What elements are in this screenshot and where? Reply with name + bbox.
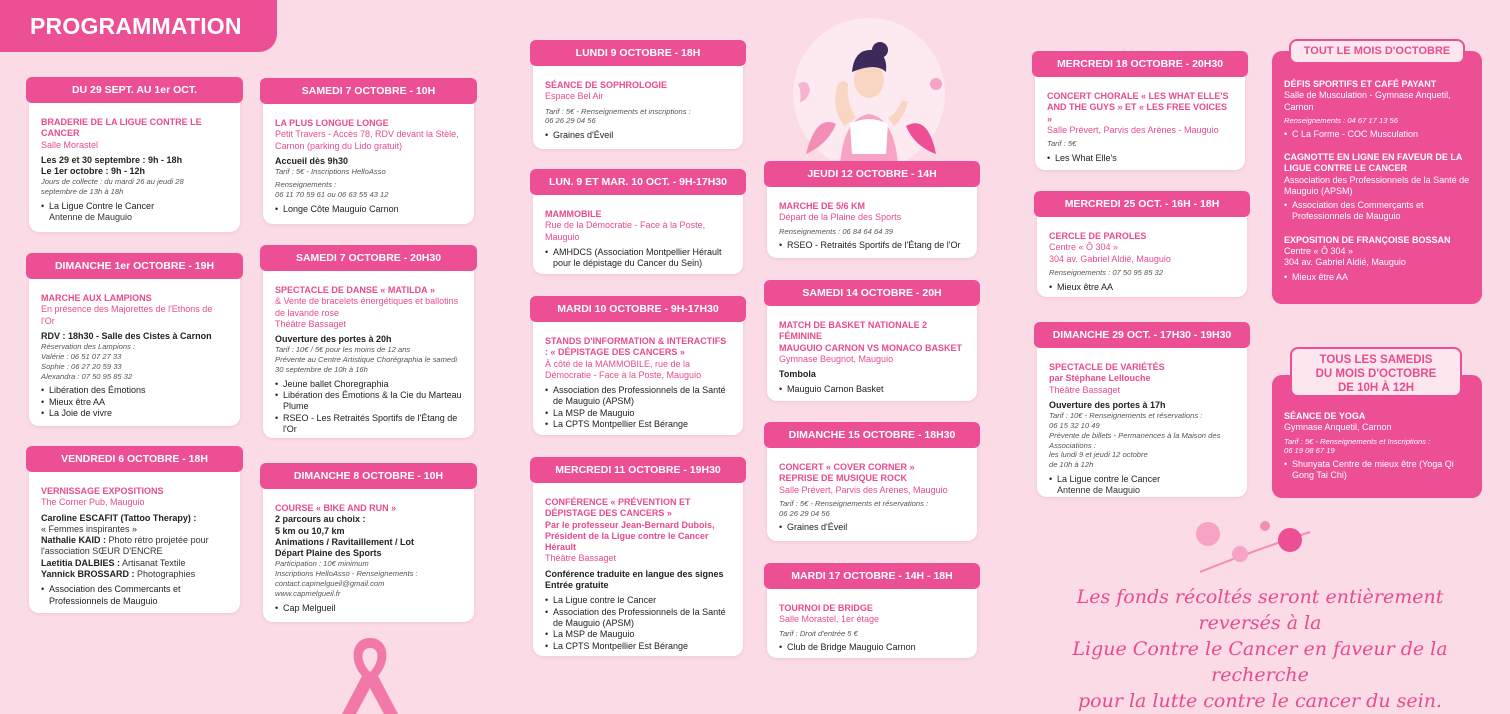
artist: Caroline ESCAFIT (Tattoo Therapy) :	[41, 512, 197, 523]
card-title: MERCREDI 11 OCTOBRE - 19H30	[530, 457, 746, 483]
event-address: 304 av. Gabriel Aldié, Mauguio	[1049, 253, 1171, 264]
event-name: MARCHE DE 5/6 KM	[779, 201, 866, 211]
event-detail: Départ Plaine des Sports	[275, 548, 382, 559]
event-note: les lundi 9 et jeudi 12 octobre	[1049, 450, 1148, 460]
title-line: DE 10H À 12H	[1337, 382, 1415, 394]
event-place: Salle Prévert, Parvis des Arènes - Mauguio	[1047, 124, 1219, 135]
event-name: CONFÉRENCE « PRÉVENTION ET DÉPISTAGE DES CANCERS »	[545, 497, 691, 519]
footer-line: Les fonds récoltés seront entièrement reversés à la	[1076, 586, 1444, 634]
organizer: • La Ligue contre le Cancer	[545, 595, 731, 606]
event-note: Alexandra : 07 50 95 85 32	[41, 371, 133, 381]
event-hours: Accueil dès 9h30	[275, 155, 349, 166]
event-note: Jours de collecte : du mardi 26 au jeudi 28	[41, 177, 184, 187]
event-card	[767, 170, 977, 258]
event-card	[29, 455, 240, 613]
event-note: www.capmelgueil.fr	[275, 588, 341, 598]
event-name: SPECTACLE DE VARIÉTÉS	[1049, 362, 1165, 372]
organizer-sub: Antenne de Mauguio	[49, 212, 133, 223]
card-title: MARDI 17 OCTOBRE - 14H - 18H	[764, 563, 980, 589]
event-card	[1037, 200, 1247, 297]
pink-ribbon-icon	[330, 630, 410, 714]
event-detail: 5 km ou 10,7 km	[275, 525, 345, 536]
organizer: • Shunyata Centre de mieux être (Yoga Qi Gong Tai Chi)	[1284, 459, 1470, 482]
organizer: • La CPTS Montpellier Est Bérange	[545, 419, 731, 430]
event-hours: Le 1er octobre : 9h - 12h	[41, 166, 146, 177]
event-subtitle: REPRISE DE MUSIQUE ROCK	[779, 473, 908, 484]
event-name: MATCH DE BASKET NATIONALE 2 FÉMININE	[779, 320, 928, 342]
card-title: DIMANCHE 1er OCTOBRE - 19H	[26, 253, 243, 279]
event-note: Participation : 10€ minimum	[275, 559, 369, 569]
event-note: Prévente de billets - Permanences à la Maison des Associations :	[1049, 430, 1221, 450]
organizer: • RSEO - Les Retraités Sportifs de l'Étang de l'Or	[275, 413, 462, 436]
card-title: JEUDI 12 OCTOBRE - 14H	[764, 161, 980, 187]
event-place: Espace Bel Air	[545, 91, 604, 102]
organizer: • Mieux être AA	[1284, 272, 1470, 283]
organizer: • La MSP de Mauguio	[545, 629, 731, 640]
event-hours: Ouverture des portes à 17h	[1049, 399, 1166, 410]
organizer: • La Joie de vivre	[41, 408, 228, 419]
flower-branch-icon	[1180, 512, 1320, 582]
event-name: COURSE « BIKE AND RUN »	[275, 503, 397, 513]
event-note: Renseignements : 06 84 64 64 39	[779, 226, 893, 236]
card-title: DIMANCHE 15 OCTOBRE - 18H30	[764, 422, 980, 448]
event-card	[29, 262, 240, 426]
card-title: LUNDI 9 OCTOBRE - 18H	[530, 40, 746, 66]
organizer: • Association des Commercants et Professionnels de Mauguio	[41, 584, 228, 607]
event-detail: Tombola	[779, 369, 816, 380]
organizer: • Mauguio Carnon Basket	[779, 384, 965, 395]
organizer: • La CPTS Montpellier Est Bérange	[545, 641, 731, 652]
artist-desc: Artisanat Textile	[120, 557, 186, 568]
event-place: Théâtre Bassaget	[1049, 384, 1121, 395]
organizer: • Association des Professionnels de la Santé de Mauguio (APSM)	[545, 385, 731, 408]
organizer: • La Ligue Contre le Cancer	[41, 201, 228, 212]
event-place: Centre « Ô 304 »	[1049, 242, 1119, 253]
event-name: MARCHE AUX LAMPIONS	[41, 293, 152, 303]
event-note: 06 26 29 04 56	[779, 508, 830, 518]
event-card	[767, 431, 977, 541]
event-note: de 10h à 12h	[1049, 460, 1094, 470]
event-note: Réservation des Lampions :	[41, 342, 136, 352]
organizer: • Longe Côte Mauguio Carnon	[275, 204, 462, 215]
organizer: • Jeune ballet Choregraphia	[275, 379, 462, 390]
card-title: MERCREDI 18 OCTOBRE - 20H30	[1032, 51, 1248, 77]
event-name: CONCERT CHORALE « LES WHAT ELLE'S AND THE GUYS » ET « LES FREE VOICES »	[1047, 91, 1229, 124]
organizer: • La MSP de Mauguio	[545, 408, 731, 419]
event-card	[1037, 331, 1247, 497]
card-title: DU 29 SEPT. AU 1er OCT.	[26, 77, 243, 103]
title-line: TOUS LES SAMEDIS	[1319, 354, 1433, 366]
event-name: SÉANCE DE SOPHROLOGIE	[545, 80, 668, 90]
card-title: SAMEDI 7 OCTOBRE - 10H	[260, 78, 477, 104]
event-name: BRADERIE DE LA LIGUE CONTRE LE CANCER	[41, 117, 202, 139]
event-subtitle: & Vente de bracelets énergétiques et ballotins de lavande rose	[275, 296, 459, 318]
title-line: DU MOIS D'OCTOBRE	[1315, 368, 1437, 380]
event-card	[533, 178, 743, 274]
card-title: MARDI 10 OCTOBRE - 9H-17H30	[530, 296, 746, 322]
event-name: CAGNOTTE EN LIGNE EN FAVEUR DE LA LIGUE CONTRE LE CANCER	[1284, 151, 1463, 174]
organizer-sub: Antenne de Mauguio	[1057, 485, 1141, 496]
organizer: • Association des Commerçants et Professionnels de Mauguio	[1284, 200, 1470, 223]
event-card	[533, 305, 743, 435]
event-name: MAMMOBILE	[545, 209, 602, 219]
organizer: • Graines d'Éveil	[779, 522, 965, 533]
event-name: STANDS D'INFORMATION & INTERACTIFS : « DÉPISTAGE DES CANCERS »	[545, 336, 727, 358]
event-card	[263, 472, 474, 622]
event-place: Salle Morastel, 1er étage	[779, 614, 880, 625]
event-name: SÉANCE DE YOGA	[1284, 411, 1366, 421]
event-name: CERCLE DE PAROLES	[1049, 231, 1147, 241]
organizer: • Mieux être AA	[41, 397, 228, 408]
event-place: Salle Morastel	[41, 139, 99, 150]
event-name: DÉFIS SPORTIFS ET CAFÉ PAYANT	[1284, 79, 1437, 89]
card-title: DIMANCHE 29 OCT. - 17H30 - 19H30	[1034, 322, 1250, 348]
event-place: Association des Professionnels de la Santé de Mauguio (APSM)	[1284, 174, 1470, 196]
event-place: Gymnase Beugnot, Mauguio	[779, 353, 894, 364]
artist-desc: Photo rétro projetée pour l'association SŒUR D'ENCRE	[41, 535, 209, 557]
card-title: SAMEDI 7 OCTOBRE - 20H30	[260, 245, 477, 271]
event-note: 06 19 08 67 19	[1284, 446, 1335, 456]
event-name: CONCERT « COVER CORNER »	[779, 462, 915, 472]
organizer: • C La Forme - COC Musculation	[1284, 129, 1470, 140]
organizer: • Mieux être AA	[1049, 282, 1235, 293]
event-note: 06 26 29 04 56	[545, 116, 596, 126]
event-name: VERNISSAGE EXPOSITIONS	[41, 486, 164, 496]
artist: Laetitia DALBIES :	[41, 557, 121, 568]
event-note: Prévente au Centre Artistique Chorégraphia le samedi 30 septembre de 10h à 16h	[275, 355, 458, 375]
event-place: Rue de la Démocratie - Face à la Poste, Mauguio	[545, 220, 706, 242]
event-note: 06 11 70 59 61 ou 06 63 55 43 12	[275, 189, 389, 199]
event-place: Départ de la Plaine des Sports	[779, 212, 902, 223]
event-note: Tarif : 5€ - Inscriptions HelloAsso	[275, 167, 386, 177]
artist: Nathalie KAID :	[41, 535, 107, 546]
event-detail: Conférence traduite en langue des signes	[545, 568, 724, 579]
event-name: LA PLUS LONGUE LONGE	[275, 118, 389, 128]
event-place: En présence des Majorettes de l'Ethons de l'Or	[41, 304, 213, 326]
card-title: VENDREDI 6 OCTOBRE - 18H	[26, 446, 243, 472]
month-panel	[1272, 51, 1482, 304]
card-title: LUN. 9 ET MAR. 10 OCT. - 9H-17H30	[530, 169, 746, 195]
organizer: • Graines d'Éveil	[545, 130, 731, 141]
event-detail: Entrée gratuite	[545, 580, 609, 591]
event-note: Renseignements : 07 50 95 85 32	[1049, 267, 1163, 277]
event-card	[767, 572, 977, 658]
event-card	[29, 86, 240, 232]
event-name: SPECTACLE DE DANSE « MATILDA »	[275, 285, 435, 295]
footer-line: pour la lutte contre le cancer du sein.	[1078, 690, 1442, 712]
event-note: Renseignements :	[275, 179, 337, 189]
month-panel-title: TOUT LE MOIS D'OCTOBRE	[1289, 39, 1465, 64]
event-place: Théâtre Bassaget	[545, 553, 617, 564]
woman-illustration	[776, 14, 962, 164]
event-card	[1035, 60, 1245, 170]
artist-desc: « Femmes inspirantes »	[41, 523, 138, 534]
footer-line: Ligue Contre le Cancer en faveur de la recherche	[1072, 638, 1448, 686]
event-detail: Animations / Ravitaillement / Lot	[275, 536, 415, 547]
organizer: • Les What Elle's	[1047, 153, 1233, 164]
artist-desc: Photographies	[134, 569, 196, 580]
event-card	[263, 87, 474, 224]
event-note: Tarif : 10€ - Renseignements et réservations :	[1049, 411, 1203, 421]
event-card	[533, 466, 743, 656]
event-note: Tarif : 10€ / 5€ pour les moins de 12 ans	[275, 345, 411, 355]
organizer: • Club de Bridge Mauguio Carnon	[779, 642, 965, 653]
event-rdv: RDV : 18h30 - Salle des Cistes à Carnon	[41, 330, 212, 341]
organizer: • AMHDCS (Association Montpellier Hérault pour le dépistage du Cancer du Sein)	[545, 247, 731, 270]
organizer: • Cap Melgueil	[275, 603, 462, 614]
event-place: À côté de la MAMMOBILE, rue de la Démocratie - Face à la Poste, Mauguio	[545, 358, 702, 380]
event-note: septembre de 13h à 18h	[41, 187, 124, 197]
event-detail: 2 parcours au choix :	[275, 514, 366, 525]
organizer: • Libération des Émotions	[41, 385, 228, 396]
event-address: 304 av. Gabriel Aldié, Mauguio	[1284, 257, 1406, 268]
event-note: Tarif : 5€ - Renseignements et inscriptions :	[545, 106, 691, 116]
event-place: Salle Prévert, Parvis des Arènes, Mauguio	[779, 484, 948, 495]
event-place: Centre « Ô 304 »	[1284, 246, 1354, 257]
organizer: • Association des Professionnels de la Santé de Mauguio (APSM)	[545, 607, 731, 630]
card-title: MERCREDI 25 OCT. - 16H - 18H	[1034, 191, 1250, 217]
event-note: contact.capmelgueil@gmail.com	[275, 579, 385, 589]
event-hours: Ouverture des portes à 20h	[275, 334, 392, 345]
event-note: 06 15 32 10 49	[1049, 420, 1100, 430]
event-note: Renseignements : 04 67 17 13 56	[1284, 115, 1398, 125]
event-speaker: Par le professeur Jean-Bernard Dubois, Président de la Ligue contre le Cancer Hérault	[545, 519, 715, 553]
organizer: • La Ligue contre le Cancer	[1049, 474, 1235, 485]
event-place: Petit Travers - Accès 78, RDV devant la Stèle, Carnon (parking du Lido gratuit)	[275, 129, 459, 151]
event-hours: Les 29 et 30 septembre : 9h - 18h	[41, 154, 183, 165]
organizer: • RSEO - Retraités Sportifs de l'Étang de l'Or	[779, 240, 965, 251]
artist: Yannick BROSSARD :	[41, 569, 135, 580]
card-title: SAMEDI 14 OCTOBRE - 20H	[764, 280, 980, 306]
event-note: Valérie : 06 51 07 27 33	[41, 351, 122, 361]
event-subtitle: MAUGUIO CARNON VS MONACO BASKET	[779, 342, 963, 353]
event-note: Tarif : 5€ - Renseignements et réservations :	[779, 498, 929, 508]
event-card	[767, 289, 977, 401]
event-place: The Corner Pub, Mauguio	[41, 497, 145, 508]
footer-note	[1040, 584, 1480, 714]
saturdays-panel-title	[1290, 347, 1462, 397]
event-place: Gymnase Anquetil, Carnon	[1284, 422, 1392, 433]
event-note: Tarif : 5€	[1047, 139, 1077, 149]
event-name: EXPOSITION DE FRANÇOISE BOSSAN	[1284, 234, 1451, 245]
event-note: Sophie : 06 27 20 59 33	[41, 361, 122, 371]
event-performer: par Stéphane Lellouche	[1049, 373, 1151, 384]
event-place: Salle de Musculation - Gymnase Anquetil, Carnon	[1284, 90, 1451, 112]
event-note: Tarif : 5€ - Renseignements et Inscriptions :	[1284, 436, 1431, 446]
card-title: DIMANCHE 8 OCTOBRE - 10H	[260, 463, 477, 489]
page-title: PROGRAMMATION	[0, 0, 277, 52]
event-card	[533, 49, 743, 149]
event-card	[263, 254, 474, 438]
event-note: Tarif : Droit d'entrée 5 €	[779, 628, 858, 638]
event-note: Inscriptions HelloAsso - Renseignements :	[275, 569, 418, 579]
event-name: TOURNOI DE BRIDGE	[779, 603, 873, 613]
event-place: Théâtre Bassaget	[275, 318, 347, 329]
organizer: • Libération des Émotions & la Cie du Marteau Plume	[275, 390, 462, 413]
